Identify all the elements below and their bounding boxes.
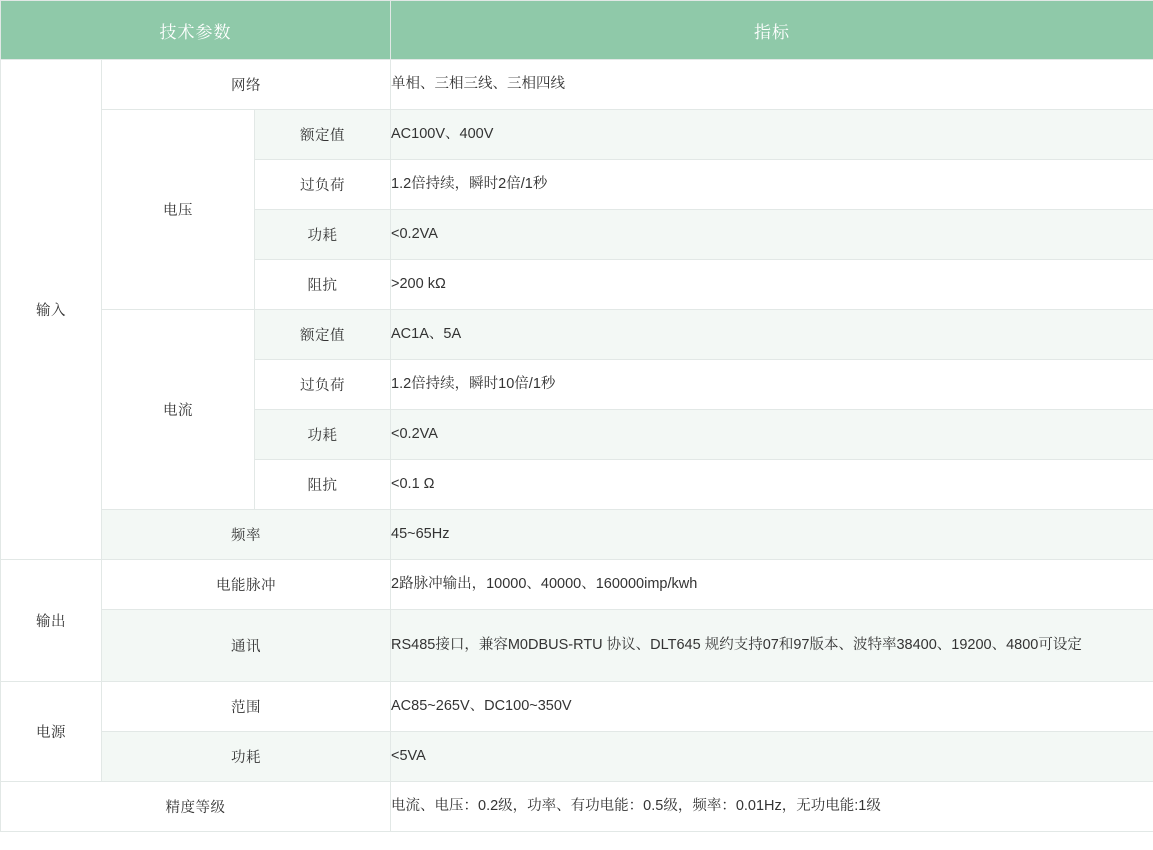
table-row	[1, 510, 1153, 560]
item-value: AC100V、400V	[391, 110, 1153, 160]
table-header-row	[1, 1, 1153, 60]
item-label: 过负荷	[255, 160, 391, 210]
item-label: 精度等级	[1, 782, 391, 832]
item-label: 额定值	[255, 110, 391, 160]
item-label: 范围	[102, 682, 391, 732]
table-row	[1, 610, 1153, 682]
table-row	[1, 560, 1153, 610]
item-label: 功耗	[255, 410, 391, 460]
item-label: 过负荷	[255, 360, 391, 410]
item-value: <0.2VA	[391, 410, 1153, 460]
item-value: 单相、三相三线、三相四线	[391, 60, 1153, 110]
group-label-input: 输入	[1, 60, 102, 560]
item-label: 通讯	[102, 610, 391, 682]
item-value: 电流、电压：0.2级，功率、有功电能：0.5级，频率：0.01Hz，无功电能:1级	[391, 782, 1153, 832]
header-index: 指标	[391, 1, 1153, 60]
item-label: 功耗	[102, 732, 391, 782]
sub-label-voltage: 电压	[102, 110, 255, 310]
table-row	[1, 310, 1153, 360]
item-label: 网络	[102, 60, 391, 110]
table-row	[1, 732, 1153, 782]
item-value: RS485接口，兼容M0DBUS-RTU 协议、DLT645 规约支持07和97版本、波特率38400、19200、4800可设定	[391, 610, 1153, 682]
item-value: 45~65Hz	[391, 510, 1153, 560]
group-label-output: 输出	[1, 560, 102, 682]
item-value: AC1A、5A	[391, 310, 1153, 360]
item-value: AC85~265V、DC100~350V	[391, 682, 1153, 732]
item-label: 频率	[102, 510, 391, 560]
item-label: 额定值	[255, 310, 391, 360]
item-label: 阻抗	[255, 460, 391, 510]
item-value: 1.2倍持续，瞬时10倍/1秒	[391, 360, 1153, 410]
table-row	[1, 60, 1153, 110]
item-value: 2路脉冲输出，10000、40000、160000imp/kwh	[391, 560, 1153, 610]
item-value: <0.2VA	[391, 210, 1153, 260]
header-parameter: 技术参数	[1, 1, 391, 60]
table-row	[1, 110, 1153, 160]
group-label-power: 电源	[1, 682, 102, 782]
item-label: 功耗	[255, 210, 391, 260]
item-label: 电能脉冲	[102, 560, 391, 610]
item-label: 阻抗	[255, 260, 391, 310]
table-row-accuracy	[1, 782, 1153, 832]
item-value: 1.2倍持续，瞬时2倍/1秒	[391, 160, 1153, 210]
table-row	[1, 682, 1153, 732]
item-value: <5VA	[391, 732, 1153, 782]
sub-label-current: 电流	[102, 310, 255, 510]
item-value: <0.1 Ω	[391, 460, 1153, 510]
item-value: >200 kΩ	[391, 260, 1153, 310]
